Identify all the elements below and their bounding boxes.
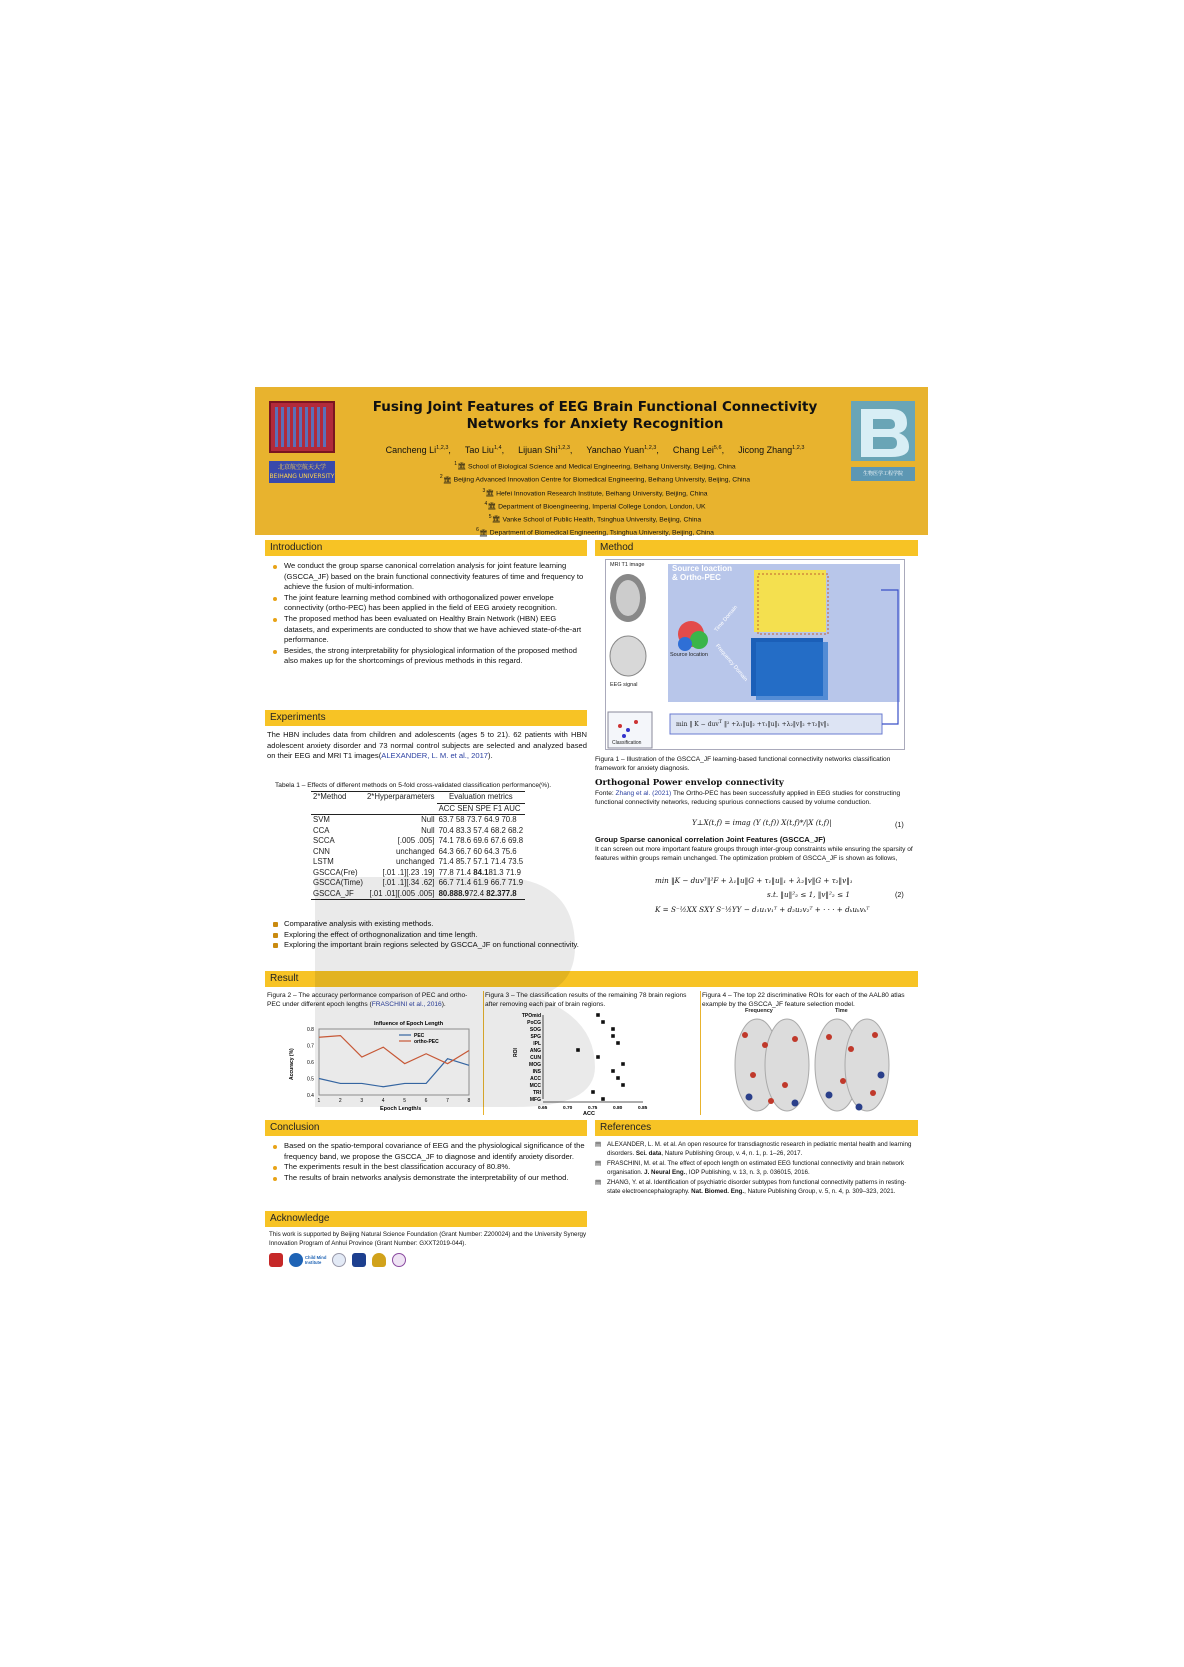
roi-point: [601, 1020, 605, 1024]
method-figure: [605, 559, 905, 750]
row-method: GSCCA(Fre): [313, 867, 358, 877]
roi-label: SOG: [529, 1027, 541, 1033]
beihang-logo: [269, 401, 335, 453]
figure1-caption: Figura 1 – Illustration of the GSCCA_JF learning-based functional connectivity networks classification framework for anxiety diagnosis.: [595, 756, 891, 772]
equation-2-number: (2): [895, 890, 904, 899]
sponsor-logo: [352, 1253, 366, 1267]
roi-point: [611, 1034, 615, 1038]
child-mind-wordmark: Child Mind Institute: [305, 1255, 327, 1265]
equation-2-line3: K = S⁻½XX SXY S⁻½YY − d₁u₁v₁ᵀ + d₂u₂v₂ᵀ + · · · + dₖuₖvₖᵀ: [655, 905, 870, 914]
roi-label: INS: [532, 1069, 541, 1075]
x-tick-label: 5: [403, 1098, 406, 1104]
bullet-item: The joint feature learning method combined with orthogonalized power envelope connectivity (ortho-PEC) has been applied in the field of EEG anxiety recognition.: [267, 593, 587, 614]
citation-zhang[interactable]: Zhang et al. (2021): [615, 790, 672, 797]
table-row: [311, 815, 525, 826]
affiliation: $^6$🏛 Department of Biomedical Engineering, Tsinghua University, Beijing, China: [476, 527, 714, 537]
poster-title: Fusing Joint Features of EEG Brain Functional Connectivity Networks for Anxiety Recognition: [372, 399, 818, 432]
affiliation: $^3$🏛 Hefei Innovation Research Institute, Beihang University, Beijing, China: [482, 487, 708, 497]
result-divider-1: [483, 991, 484, 1115]
gscca-heading: Group Sparse canonical correlation Joint Features (GSCCA_JF): [595, 835, 826, 844]
table-row: [311, 847, 525, 858]
figure4-caption: Figura 4 – The top 22 discriminative ROIs for each of the AAL80 atlas example by the GSCCA_JF feature selection model.: [702, 992, 905, 1008]
roi-point: [591, 1090, 595, 1094]
table-row: [311, 836, 525, 847]
author-name: Tao Liu$^{1,4}$,: [464, 445, 505, 455]
th-hyper: 2*Hyperparameters: [366, 792, 435, 802]
objective-label: min ‖ K − duv$^T$ ‖² +λ₁‖u‖₂ +τ₁‖u‖₁ +λ₂‖v‖₂ +τ₂‖v‖₁: [676, 719, 830, 728]
x-tick-label: 8: [467, 1098, 471, 1104]
author-name: Cancheng Li$^{1,2,3}$,: [385, 445, 451, 455]
experiments-paragraph: The HBN includes data from children and adolescents (ages 5 to 21). 62 patients with HBN adolescent anxiety disorder and 73 normal control subjects are selected and analyzed based on their EEG and MRI T1 images(ALEXANDER, L. M. et al., 2017).: [267, 730, 587, 761]
mri-label: MRI T1 image: [610, 562, 645, 568]
x-tick-label: 0.70: [563, 1106, 573, 1111]
row-method: CNN: [313, 846, 330, 856]
x-tick-label: 1: [317, 1098, 321, 1104]
roi-label: PoCG: [527, 1020, 541, 1026]
roi-label: TRI: [532, 1090, 541, 1096]
row-hyper: [.01 .01][.005 .005]: [369, 888, 435, 898]
affiliation: $^2$🏛 Beijing Advanced Innovation Centre for Biomedical Engineering, Beihang University, Beijing, China: [439, 474, 751, 484]
sponsor-logo: [332, 1253, 346, 1267]
roi-label: ACC: [530, 1076, 541, 1082]
roi-label: MOG: [529, 1062, 541, 1068]
reference-item: ▤ ALEXANDER, L. M. et al. An open resource for transdiagnostic research in pediatric mental health and learning disorders. Sci. data, Nature Publishing Group, v. 4, n. 1, p. 1–26, 2017.: [595, 1141, 917, 1158]
roi-point: [621, 1083, 625, 1087]
results-table: [311, 791, 525, 900]
bullet-item: Based on the spatio-temporal covariance of EEG and the physiological significance of the frequency band, we propose the GSCCA_JF to diagnose and identify anxiety disorder.: [267, 1141, 587, 1162]
row-method: GSCCA_JF: [313, 888, 354, 898]
roi-label: ANG: [529, 1048, 541, 1054]
bullet-item: We conduct the group sparse canonical correlation analysis for joint feature learning (GSCCA_JF) based on the brain functional connectivity features of time and frequency to achieve the fusion of multi-information.: [267, 561, 587, 593]
author-affiliation-sup: 1,2,3: [436, 445, 449, 451]
figure2-caption: Figura 2 – The accuracy performance comparison of PEC and ortho-PEC under different epoch lengths (FRASCHINI et al., 2016).: [267, 992, 468, 1008]
x-tick-label: 0.65: [538, 1106, 548, 1111]
bme-logo-text: 生物医学工程学院: [851, 467, 915, 481]
sponsor-logo: [392, 1253, 406, 1267]
row-metrics: 70.4 83.3 57.4 68.2 68.2: [438, 825, 524, 835]
result-heading: Result: [265, 971, 918, 987]
freq-domain-label: Frequency Domain: [714, 643, 749, 683]
ortho-heading: Orthogonal Power envelop connectivity: [595, 778, 784, 788]
bme-logo: [851, 401, 915, 461]
ortho-text: Fonte: Zhang et al. (2021) The Ortho-PEC has been successfully applied in EEG studies for constructing functional connectivity networks, reducing spurious connections caused by volume conduction.: [595, 790, 901, 806]
row-hyper: unchanged: [395, 846, 435, 856]
roi-point: [616, 1041, 620, 1045]
roi-point: [596, 1013, 600, 1017]
source-location-label: Source location: [670, 652, 708, 658]
affiliation: $^1$🏛 School of Biological Science and Medical Engineering, Beihang University, Beijing, China: [454, 461, 736, 471]
row-hyper: Null: [421, 825, 435, 835]
roi-point: [611, 1027, 615, 1031]
roi-point: [611, 1069, 615, 1073]
x-tick-label: 4: [381, 1098, 385, 1104]
y-tick-label: 0.4: [307, 1093, 314, 1099]
bullet-item: Exploring the effect of orthognonalization and time length.: [267, 930, 587, 941]
figure3-caption: Figura 3 – The classification results of the remaining 78 brain regions after removing each pair of brain regions.: [485, 992, 687, 1008]
row-method: GSCCA(Time): [313, 878, 363, 887]
legend-label: PEC: [414, 1033, 425, 1039]
child-mind-logo: [289, 1253, 326, 1267]
roi-point: [601, 1097, 605, 1101]
table-row: [311, 868, 525, 879]
author-name: Jicong Zhang$^{1,2,3}$: [738, 445, 805, 455]
author-affiliation-sup: 5,6: [713, 445, 722, 451]
roi-point: [576, 1048, 580, 1052]
row-hyper: [.01 .1][.23 .19]: [382, 867, 435, 877]
x-tick-label: 2: [338, 1098, 342, 1104]
x-tick-label: 6: [424, 1098, 428, 1104]
roi-point: [596, 1055, 600, 1059]
bullet-item: Exploring the important brain regions selected by GSCCA_JF on functional connectivity.: [267, 940, 587, 951]
x-axis-label: Epoch Length/s: [380, 1106, 422, 1112]
y-tick-label: 0.7: [307, 1043, 314, 1050]
row-method: SCCA: [313, 836, 335, 845]
y-tick-label: 0.8: [307, 1027, 314, 1033]
roi-label: CUN: [530, 1055, 541, 1061]
source-title: Source loaction & Ortho-PEC: [672, 564, 733, 582]
x-tick-label: 0.85: [638, 1106, 648, 1111]
conclusion-bullets: [267, 1141, 587, 1183]
table-row: [311, 878, 525, 889]
child-mind-icon: [289, 1253, 303, 1267]
poster: [255, 387, 928, 1287]
table-row: [311, 857, 525, 868]
row-method: LSTM: [313, 857, 334, 866]
author-affiliation-sup: 1,4: [493, 445, 502, 451]
author-list: [365, 445, 825, 455]
bank-icon: 🏛: [442, 476, 452, 484]
th-method: 2*Method: [313, 792, 347, 802]
author-affiliation-sup: 1,2,3: [557, 445, 570, 451]
acknowledge-heading: Acknowledge: [265, 1211, 587, 1227]
th-metrics: Evaluation metrics: [437, 792, 526, 804]
roi-scatter-chart: [513, 1011, 663, 1117]
references-heading: References: [595, 1120, 918, 1136]
x-tick-label: 7: [446, 1098, 449, 1104]
epoch-length-chart: [285, 1015, 475, 1117]
bank-icon: 🏛: [491, 516, 501, 524]
author-name: Chang Lei$^{5,6}$,: [672, 445, 725, 455]
eeg-label: EEG signal: [610, 682, 638, 688]
equation-1: Y⊥X(t,f) = imag (Y (t,f)) X(t,f)*/|X (t,f)|: [692, 818, 832, 827]
introduction-bullets: [267, 561, 587, 667]
experiments-heading: Experiments: [265, 710, 587, 726]
roi-label: TPOmid: [521, 1013, 541, 1019]
affiliation: $^4$🏛 Department of Bioengineering, Imperial College London, London, UK: [484, 500, 706, 511]
row-metrics: 63.7 58 73.7 64.9 70.8: [438, 815, 517, 824]
x-axis-label: ACC: [583, 1111, 595, 1117]
conclusion-heading: Conclusion: [265, 1120, 587, 1136]
row-hyper: [.01 .1][.34 .62]: [382, 878, 435, 887]
roi-label: MCC: [529, 1083, 541, 1089]
row-metrics: 80.888.972.4 82.377.8: [438, 888, 517, 898]
author-affiliation-sup: 1,2,3: [644, 445, 657, 451]
time-domain-label: Time Domain: [713, 604, 739, 634]
x-tick-label: 3: [360, 1098, 364, 1104]
roi-label: MFG: [529, 1097, 541, 1103]
equation-1-number: (1): [895, 820, 904, 829]
bank-icon: 🏛: [457, 463, 466, 471]
introduction-heading: Introduction: [265, 540, 587, 556]
fig4-time-label: Time: [835, 1008, 848, 1014]
fig4-frequency-label: Frequency: [745, 1008, 773, 1014]
result-divider-2: [700, 991, 701, 1115]
bullet-item: The experiments result in the best classification accuracy of 80.8%.: [267, 1162, 587, 1173]
author-affiliation-sup: 1,2,3: [792, 445, 805, 451]
equation-2-line2: s.t. ‖u‖²₂ ≤ 1, ‖v‖²₂ ≤ 1: [767, 890, 850, 899]
sponsor-logos: [269, 1253, 406, 1267]
row-metrics: 66.7 71.4 61.9 66.7 71.9: [438, 878, 524, 887]
citation-fraschini[interactable]: FRASCHINI et al., 2016: [371, 1001, 442, 1008]
bank-icon: 🏛: [485, 489, 495, 497]
citation-alexander[interactable]: ALEXANDER, L. M. et al., 2017: [381, 751, 489, 761]
y-tick-label: 0.5: [307, 1076, 314, 1083]
sponsor-logo: [269, 1253, 283, 1267]
bullet-item: Besides, the strong interpretability for physiological information of the proposed method also makes up for the shortcomings of previous methods in this regard.: [267, 646, 587, 667]
th-metric-names: ACC SEN SPE F1 AUC: [438, 803, 521, 813]
author-name: Yanchao Yuan$^{1,2,3}$,: [586, 445, 659, 455]
brain-roi-figure: [725, 1015, 915, 1117]
method-heading: Method: [595, 540, 918, 556]
row-metrics: 74.1 78.6 69.6 67.6 69.8: [438, 836, 524, 845]
table1-caption: Tabela 1 – Effects of different methods on 5-fold cross-validated classification performance(%).: [275, 782, 552, 789]
x-tick-label: 0.80: [613, 1106, 623, 1111]
affiliation-list: [365, 459, 825, 539]
chart-title: Influence of Epoch Length: [374, 1021, 444, 1027]
y-axis-label: ROI: [513, 1048, 519, 1057]
row-hyper: unchanged: [395, 857, 435, 866]
table-row: [311, 889, 525, 900]
roi-label: SPG: [530, 1034, 541, 1040]
row-metrics: 71.4 85.7 57.1 71.4 73.5: [438, 857, 524, 866]
roi-label: IPL: [533, 1041, 541, 1047]
row-hyper: [.005 .005]: [397, 836, 435, 845]
legend-label: ortho-PEC: [414, 1039, 439, 1045]
x-tick-label: 0.75: [588, 1106, 598, 1111]
reference-item: ▤ ZHANG, Y. et al. Identification of psychiatric disorder subtypes from functional connectivity patterns in resting-state electroencephalography. Nat. Biomed. Eng., Nature Publishing Group, v. 5, n. 4, p. 309–323, 2021.: [595, 1179, 917, 1196]
row-metrics: 77.8 71.4 84.181.3 71.9: [438, 867, 521, 877]
row-hyper: Null: [421, 815, 435, 824]
beihang-logo-text: 北京航空航天大学 BEIHANG UNIVERSITY: [269, 461, 335, 483]
sponsor-logo: [372, 1253, 386, 1267]
bullet-item: The proposed method has been evaluated on Healthy Brain Network (HBN) EEG datasets, and experiments are conducted to show that we have achieved state-of-the-art performance.: [267, 614, 587, 646]
author-name: Lijuan Shi$^{1,2,3}$,: [518, 445, 573, 455]
acknowledge-text: This work is supported by Beijing Natural Science Foundation (Grant Number: Z200024) and the University Synergy Innovation Program of Anhui Province (Grant Number: GXXT2019-044).: [269, 1231, 587, 1247]
row-method: SVM: [313, 815, 330, 824]
row-metrics: 64.3 66.7 60 64.3 75.6: [438, 846, 517, 856]
references-list: [595, 1141, 917, 1198]
equation-2-line1: min ‖K − duvᵀ‖²F + λ₁‖u‖G + τ₁‖u‖₁ + λ₂‖v‖G + τ₂‖v‖₁: [655, 876, 853, 885]
reference-item: ▤ FRASCHINI, M. et al. The effect of epoch length on estimated EEG functional connectivity and brain network organisation. J. Neural Eng., IOP Publishing, v. 13, n. 3, p. 036015, 2016.: [595, 1160, 917, 1177]
affiliation: $^5$🏛 Vanke School of Public Health, Tsinghua University, Beijing, China: [488, 514, 702, 524]
bullet-item: The results of brain networks analysis demonstrate the interpretability of our method.: [267, 1173, 587, 1184]
bullet-item: Comparative analysis with existing methods.: [267, 919, 587, 930]
bank-icon: 🏛: [478, 529, 488, 537]
table-row: [311, 826, 525, 837]
roi-point: [621, 1062, 625, 1066]
experiments-bullets: [267, 919, 587, 951]
gscca-text: It can screen out more important feature groups through inter-group constraints while ensuring the sparsity of features within groups remain unchanged. The optimization problem of GSCCA_JF is shown as follows,: [595, 846, 913, 862]
y-tick-label: 0.6: [307, 1060, 314, 1066]
roi-point: [616, 1076, 620, 1080]
row-method: CCA: [313, 825, 330, 835]
y-axis-label: Accuracy (%): [289, 1048, 295, 1080]
classification-label: Classification: [612, 740, 642, 746]
bank-icon: 🏛: [487, 503, 497, 511]
